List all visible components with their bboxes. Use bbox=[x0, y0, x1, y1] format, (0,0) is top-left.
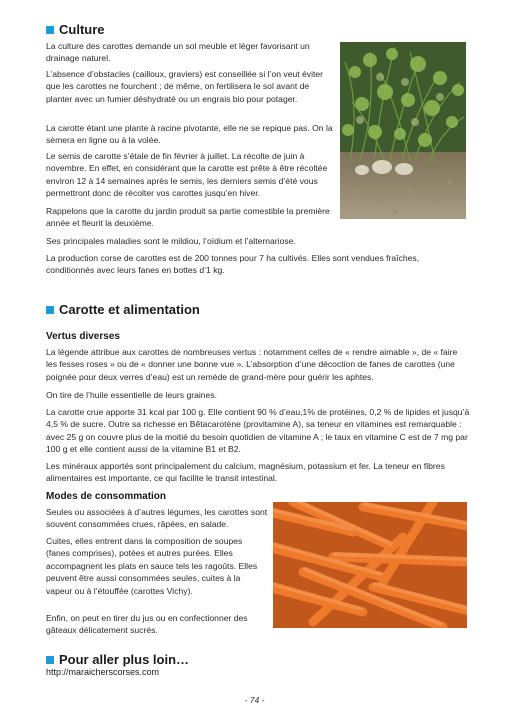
culture-paragraph-7: La production corse de carottes est de 200 tonnes pour 7 ha cultivés. Elles sont vendues fraîches, conditionnés avec leurs fanes en bottes d’1 kg. bbox=[46, 253, 420, 276]
subtitle-vertus: Vertus diverses bbox=[46, 331, 120, 342]
section-title-text: Pour aller plus loin… bbox=[59, 652, 190, 667]
website-link[interactable]: http://maraicherscorses.com bbox=[46, 667, 160, 677]
section-square-icon bbox=[46, 656, 54, 664]
vertus-paragraph-4: Les minéraux apportés sont principalement du calcium, magnésium, potassium et fer. La teneur en fibres alimentaires est importante, ce qui facilite le transit intestinal. bbox=[46, 461, 445, 484]
modes-paragraph-1: Seules ou associées à d’autres légumes, les carottes sont souvent consommées crues, râpées, en salade. bbox=[46, 507, 268, 530]
section-square-icon bbox=[46, 306, 54, 314]
section-title-text: Culture bbox=[59, 22, 105, 37]
culture-paragraph-3: La carotte étant une plante à racine pivotante, elle ne se repique pas. On la sèmera en ligne ou à la volée. bbox=[46, 123, 333, 146]
modes-paragraph-2: Cuites, elles entrent dans la composition de soupes (fanes comprises), potées et autres purées. Elles accompagnent les plats en sauce tels les ragoûts. Elles peuvent être aussi consommées seules, cuites à la vapeur ou à l’étouffée (carottes Vichy). bbox=[46, 536, 258, 596]
section-title-alimentation bbox=[46, 302, 200, 317]
page-number: - 74 - bbox=[244, 695, 265, 705]
culture-paragraph-1: La culture des carottes demande un sol meuble et léger favorisant un drainage naturel. bbox=[46, 41, 310, 64]
carrots-pile-photo bbox=[273, 502, 467, 628]
section-title-text: Carotte et alimentation bbox=[59, 302, 200, 317]
culture-paragraph-2: L’absence d’obstacles (cailloux, graviers) est conseillée si l’on veut éviter que les carottes ne fourchent ; de même, on fertilisera le sol avant de planter avec un fumier déshydraté ou un engrais bio pour potager. bbox=[46, 69, 324, 104]
section-title-culture bbox=[46, 22, 105, 37]
modes-paragraph-3: Enfin, on peut en tirer du jus ou en confectionner des gâteaux délicatement sucrés. bbox=[46, 613, 248, 636]
vertus-paragraph-1: La légende attribue aux carottes de nombreuses vertus : notamment celles de « rendre aimable », de « faire les fesses roses » ou de « donner une bonne vue ». L’absorption d’une décoction de fanes de carottes (une poignée pour deux verres d’eau) est un remède de grand-mère pour guérir les aphtes. bbox=[46, 347, 458, 382]
section-title-further bbox=[46, 652, 189, 667]
vertus-paragraph-3: La carotte crue apporte 31 kcal par 100 g. Elle contient 90 % d’eau,1% de protéines, 0,2 % de lipides et jusqu’à 4,5 % de sucre. Outre sa richesse en Bêtacarotène (provitamine A), sa teneur en vitamines est remarquable : avec 25 g on couvre plus de la moitié du besoin quotidien de vitamine A ; le taux en vitamine C est de 7 mg par 100 g et elle contient aussi de la vitamine B1 et B2. bbox=[46, 407, 470, 455]
culture-paragraph-6: Ses principales maladies sont le mildiou, l’oïdium et l’alternariose. bbox=[46, 236, 296, 246]
carrot-plants-photo bbox=[340, 42, 466, 219]
culture-paragraph-4: Le semis de carotte s’étale de fin février à juillet. La récolte de juin à novembre. En effet, en considérant que la carotte est prête à être récoltée environ 12 à 14 semaines après le semis, les derniers semis d’été vous permettront donc de récolter vos carottes jusqu’en hiver. bbox=[46, 151, 328, 199]
culture-paragraph-5: Rappelons que la carotte du jardin produit sa partie comestible la première année et fleurit la deuxième. bbox=[46, 206, 330, 229]
subtitle-modes: Modes de consommation bbox=[46, 491, 167, 502]
vertus-paragraph-2: On tire de l’huile essentielle de leurs graines. bbox=[46, 390, 218, 400]
section-square-icon bbox=[46, 26, 54, 34]
